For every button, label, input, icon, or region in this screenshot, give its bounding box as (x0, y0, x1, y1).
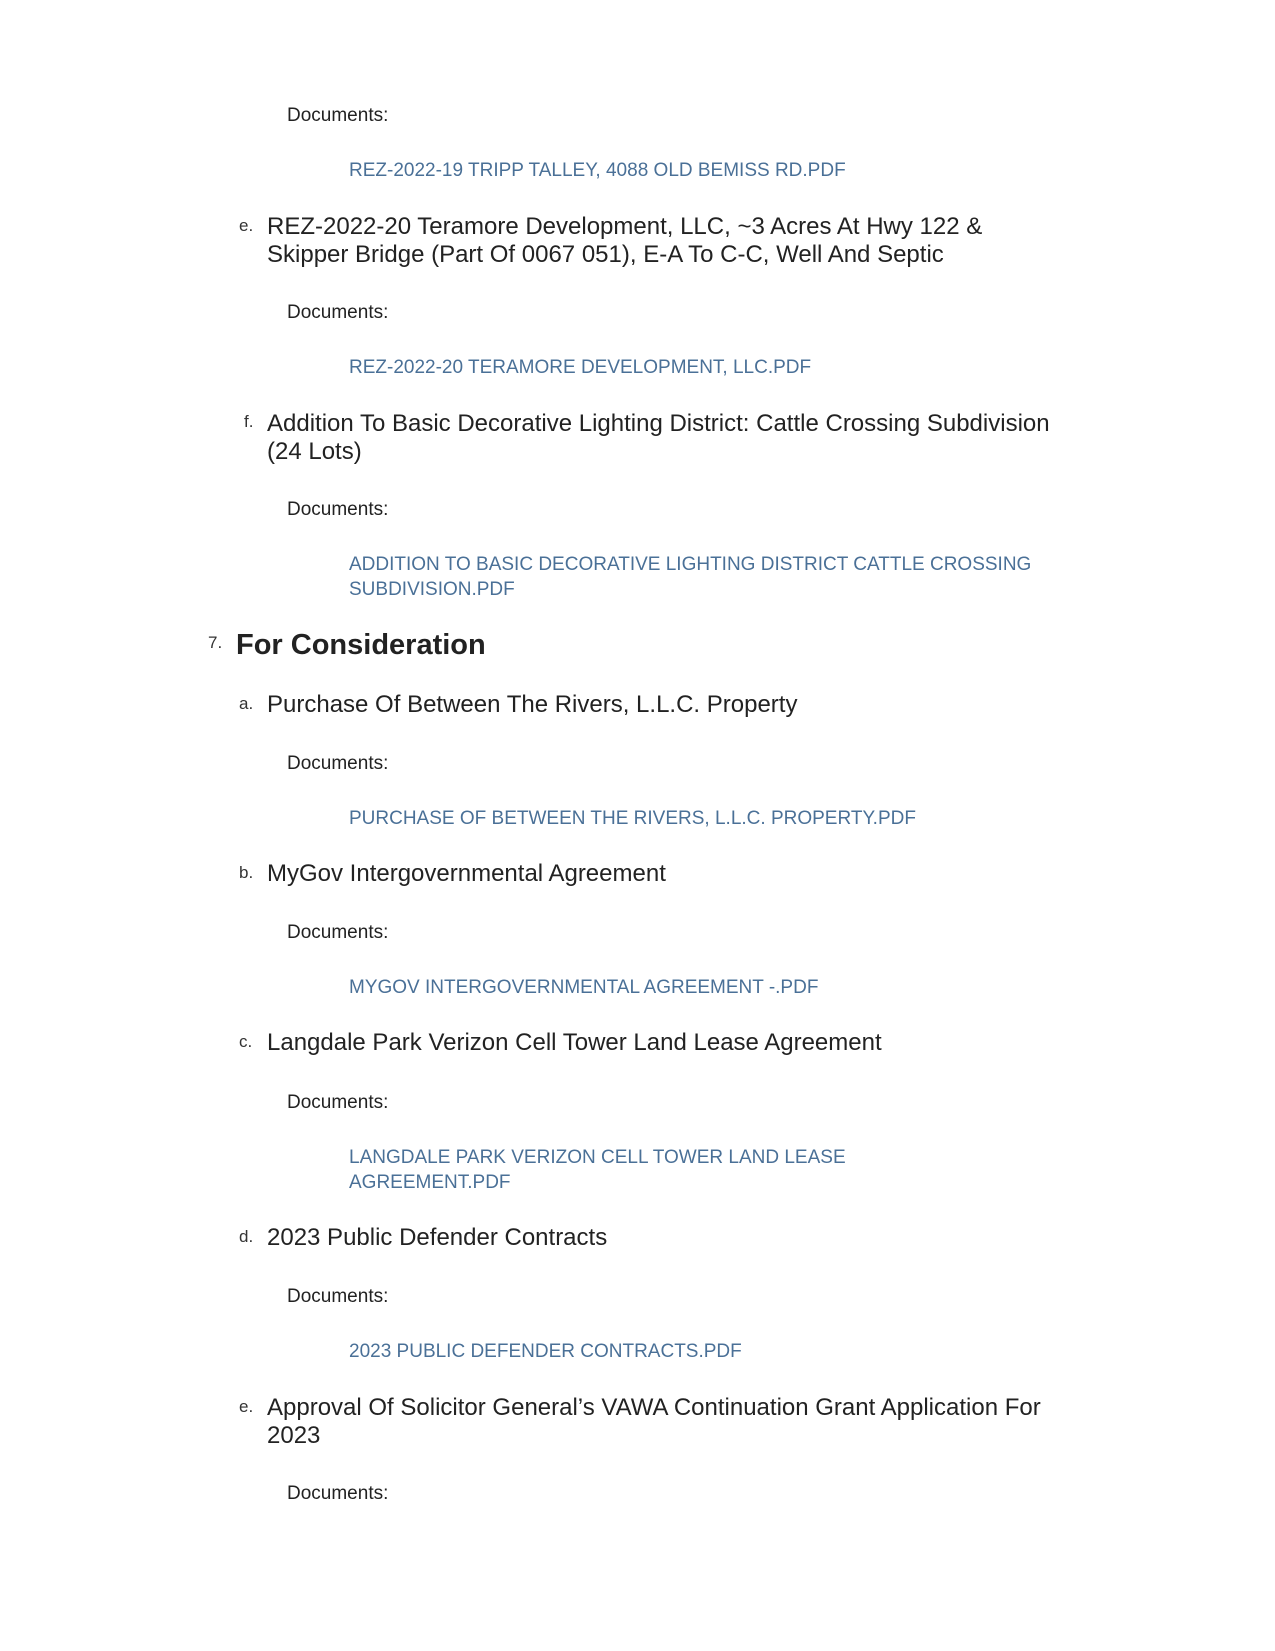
item-marker: c. (239, 1032, 253, 1051)
documents-label: Documents: (287, 1286, 389, 1307)
section-marker: 7. (208, 633, 223, 652)
documents-label: Documents: (287, 1483, 389, 1504)
item-marker: e. (239, 1397, 254, 1416)
item-title: Purchase Of Between The Rivers, L.L.C. Property (267, 691, 798, 718)
document-link[interactable]: REZ-2022-20 TERAMORE DEVELOPMENT, LLC.PDF (349, 357, 812, 378)
document-link[interactable]: 2023 PUBLIC DEFENDER CONTRACTS.PDF (349, 1341, 742, 1362)
document-link[interactable]: ADDITION TO BASIC DECORATIVE LIGHTING DISTRICT CATTLE CROSSING SUBDIVISION.PDF (349, 554, 1032, 600)
documents-label: Documents: (287, 105, 389, 126)
document-link[interactable]: LANGDALE PARK VERIZON CELL TOWER LAND LEASE AGREEMENT.PDF (349, 1147, 846, 1193)
item-marker: a. (239, 694, 254, 713)
document-link[interactable]: MYGOV INTERGOVERNMENTAL AGREEMENT -.PDF (349, 977, 819, 998)
documents-label: Documents: (287, 1092, 389, 1113)
item-title: 2023 Public Defender Contracts (267, 1224, 608, 1251)
documents-label: Documents: (287, 499, 389, 520)
item-title: Approval Of Solicitor General’s VAWA Continuation Grant Application For 2023 (267, 1394, 1041, 1449)
item-marker: e. (239, 216, 254, 235)
documents-label: Documents: (287, 302, 389, 323)
item-title: REZ-2022-20 Teramore Development, LLC, ~3 Acres At Hwy 122 & Skipper Bridge (Part Of 0067 051), E-A To C-C, Well And Septic (267, 213, 983, 268)
documents-label: Documents: (287, 753, 389, 774)
item-marker: b. (239, 863, 254, 882)
item-title: MyGov Intergovernmental Agreement (267, 860, 666, 887)
item-title: Langdale Park Verizon Cell Tower Land Lease Agreement (267, 1029, 882, 1056)
documents-label: Documents: (287, 922, 389, 943)
section-title: For Consideration (236, 629, 486, 661)
item-marker: d. (239, 1227, 254, 1246)
item-marker: f. (244, 412, 254, 431)
item-title: Addition To Basic Decorative Lighting District: Cattle Crossing Subdivision (24 Lots) (267, 410, 1050, 465)
document-link[interactable]: REZ-2022-19 TRIPP TALLEY, 4088 OLD BEMISS RD.PDF (349, 160, 846, 181)
document-link[interactable]: PURCHASE OF BETWEEN THE RIVERS, L.L.C. PROPERTY.PDF (349, 808, 916, 829)
